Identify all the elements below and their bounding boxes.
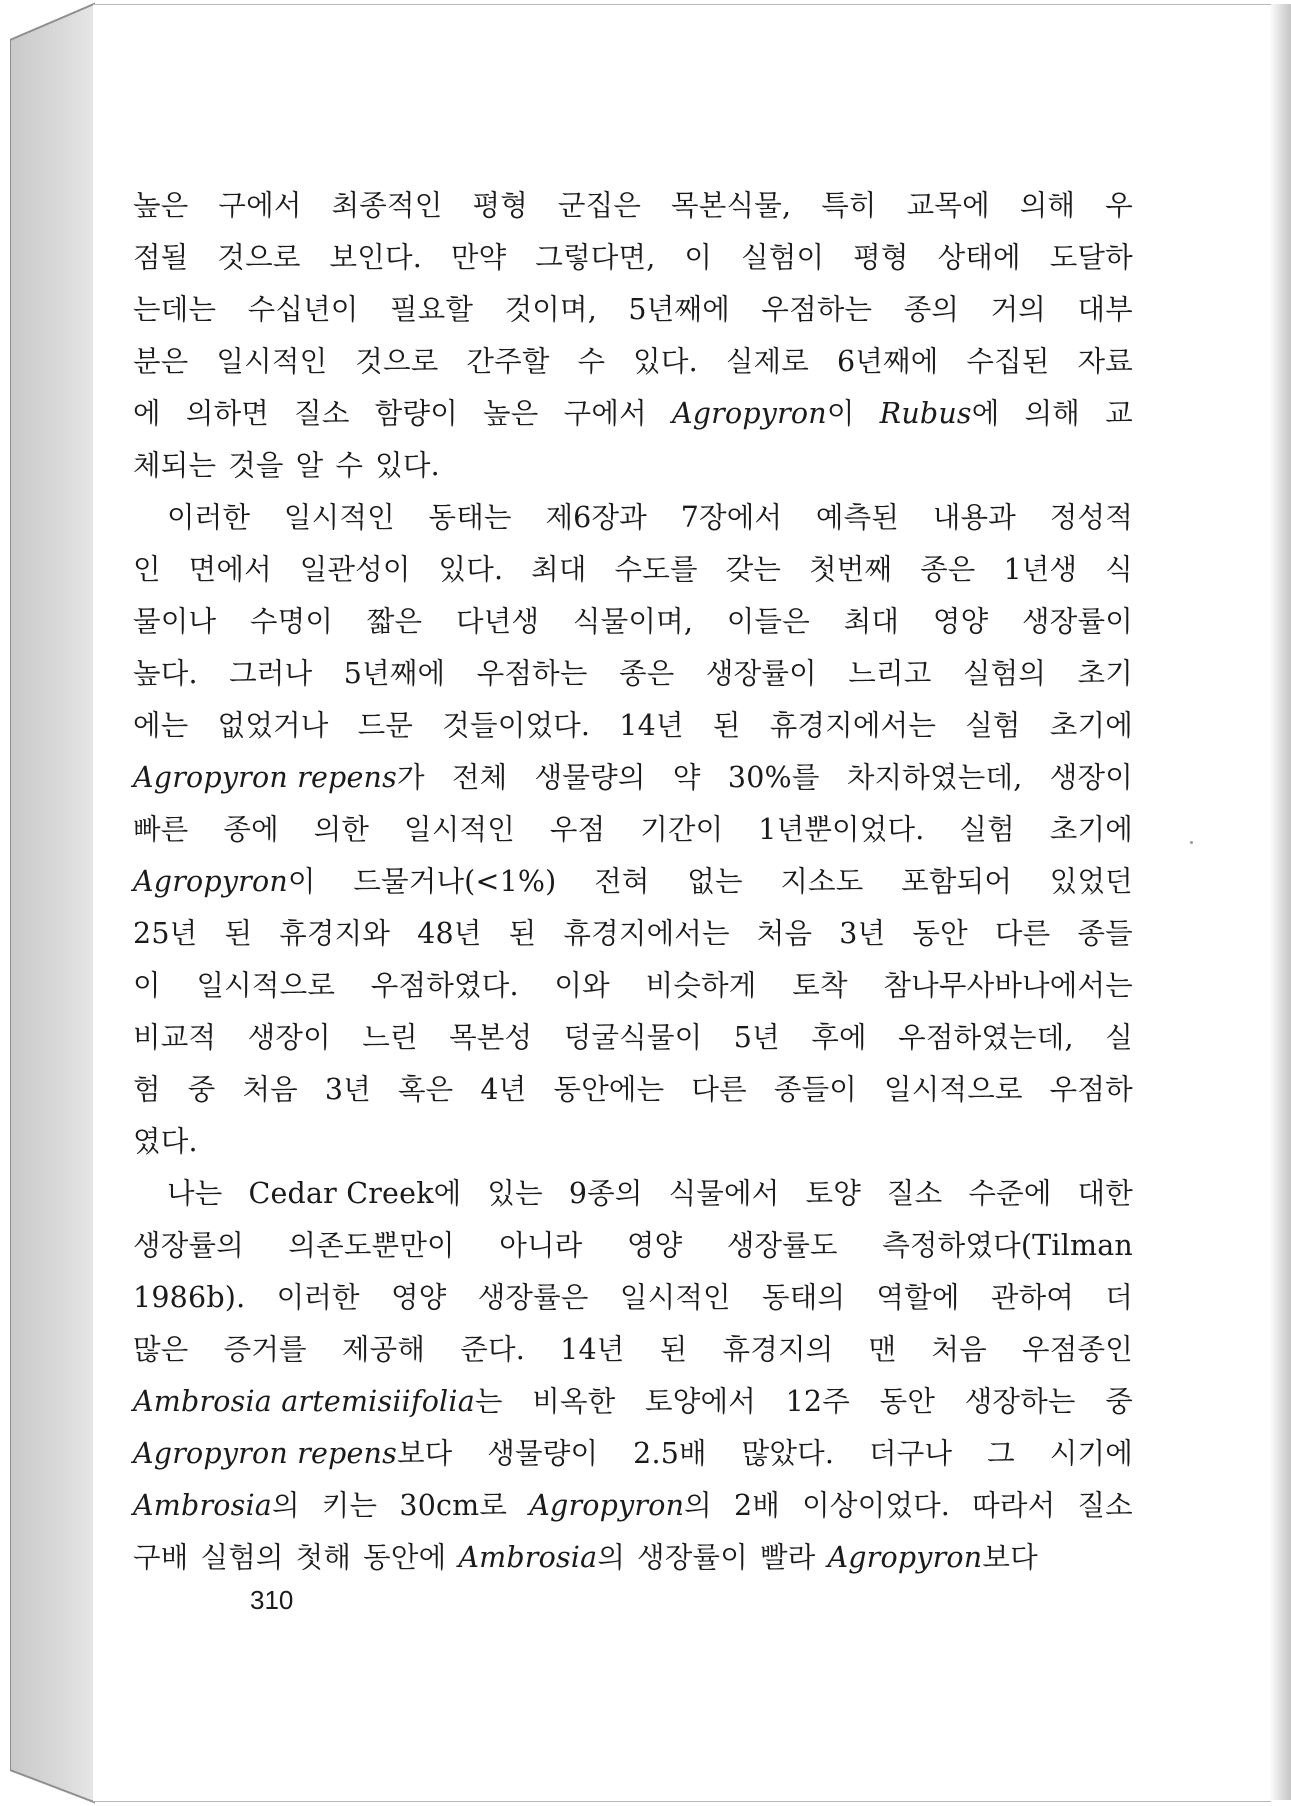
word: 최대 [843, 605, 900, 638]
word: 첫번째 [808, 553, 893, 586]
word: 비교적 [133, 1021, 217, 1054]
word: 첫해 [295, 1541, 352, 1574]
word: 휴경지에서는 [769, 709, 937, 742]
word: 실 [1105, 1021, 1133, 1054]
word: 물이나 [133, 605, 217, 638]
word: 우점하 [1049, 1073, 1133, 1106]
word: 전혀 [594, 865, 650, 898]
word: Ambrosia artemisiifolia는 [133, 1385, 503, 1418]
word: 측정하였다(Tilman [882, 1229, 1133, 1262]
word: 종에 [223, 813, 279, 846]
book-spine [10, 0, 96, 1806]
word: 제공해 [341, 1333, 426, 1366]
word: Agropyron이 [133, 865, 316, 898]
word: 수도를 [614, 553, 698, 586]
word: 중 [1105, 1385, 1133, 1418]
text-line [133, 700, 1133, 752]
word: 영양 [626, 1229, 683, 1262]
word: 것이며, [504, 293, 598, 326]
text-line [133, 1376, 1133, 1428]
text-line [133, 1428, 1133, 1480]
word: 것을 [228, 449, 284, 482]
text-line [133, 232, 1133, 284]
word: 우 [1105, 189, 1133, 222]
word: 2배 [733, 1489, 781, 1522]
word: 점될 [133, 241, 189, 274]
word: 의존도뿐만이 [288, 1229, 455, 1262]
word: 휴경지에서는 [563, 917, 730, 950]
text-line [133, 1168, 1133, 1220]
text-line [133, 596, 1133, 648]
word: 2.5배 [633, 1437, 707, 1470]
word: 초기에 [1049, 813, 1133, 846]
word: 혹은 [397, 1073, 454, 1106]
word: 이 [133, 969, 161, 1002]
word: 없는 [687, 865, 743, 898]
word: 휴경지의 [722, 1333, 834, 1366]
word: 맨 [868, 1333, 897, 1366]
word: 이 [684, 241, 713, 274]
word: 우점하는 [476, 657, 588, 690]
word: 토양 [805, 1177, 861, 1210]
word: 종의 [903, 293, 960, 326]
word: 에는 [133, 709, 189, 742]
word: 것으로 [217, 241, 301, 274]
word: 6년째에 [836, 345, 939, 378]
word: 구배 [133, 1541, 189, 1574]
text-line [133, 388, 1133, 440]
speck [1190, 841, 1193, 844]
word: 나는 [167, 1177, 223, 1210]
word: 14년 [560, 1333, 625, 1366]
word: 있다. [438, 553, 504, 586]
word: 분은 [133, 345, 189, 378]
text-line [133, 180, 1133, 232]
word: 있다. [633, 345, 698, 378]
word: 생장하는 [964, 1385, 1076, 1418]
word: 3년 [839, 917, 886, 950]
word: 교목에 [906, 189, 990, 222]
word: 덩굴식물이 [563, 1021, 703, 1054]
word: 최대 [531, 553, 587, 586]
word: 교 [1105, 397, 1133, 430]
word: 후에 [811, 1021, 867, 1054]
word: 일시적인 [216, 345, 328, 378]
word: 생장률이 [1022, 605, 1133, 638]
word: 이와 [554, 969, 610, 1002]
word: 예측된 [815, 501, 900, 534]
word: 우점하였는데, [898, 1021, 1074, 1054]
word: 간주할 [466, 345, 550, 378]
word: 생장이 [247, 1021, 331, 1054]
word: 대한 [1077, 1177, 1133, 1210]
word: 비슷하게 [645, 969, 757, 1002]
word: 체되는 [133, 449, 217, 482]
word: 기간이 [640, 813, 724, 846]
word: 준다. [460, 1333, 525, 1366]
word: 내용과 [932, 501, 1017, 534]
word: 것으로 [355, 345, 439, 378]
text-line [133, 804, 1133, 856]
text-line [133, 1480, 1133, 1532]
word: 동안 [912, 917, 968, 950]
word: 5년째에 [628, 293, 730, 326]
word: Rubus에 [879, 397, 1000, 430]
word: 역할에 [876, 1281, 960, 1314]
word: 일시적으로 [884, 1073, 1023, 1106]
word: 의한 [313, 813, 370, 846]
word: Agropyron repens보다 [133, 1437, 453, 1470]
paragraph [133, 1168, 1133, 1584]
word: 우점하는 [761, 293, 873, 326]
text-line [133, 336, 1133, 388]
word: 생장률이 [637, 1541, 748, 1574]
body-text [133, 180, 1133, 1584]
text-line [133, 908, 1133, 960]
word: 상태에 [937, 241, 1021, 274]
word: 높은 [133, 189, 189, 222]
text-line [133, 752, 1133, 804]
word: 4년 [480, 1073, 527, 1106]
word: 질소 [294, 397, 350, 430]
word: 높다. [133, 657, 198, 690]
word: 짧은 [366, 605, 423, 638]
word: 처음 [931, 1333, 987, 1366]
word: Ambrosia의 [133, 1489, 300, 1522]
word: 였다. [133, 1125, 198, 1158]
word: 없었거나 [217, 709, 329, 742]
word: 수십년이 [247, 293, 359, 326]
book-spine-shape [10, 0, 96, 1806]
word: 동태의 [762, 1281, 846, 1314]
text-line [133, 1116, 1133, 1168]
word: 우점하였다. [370, 969, 519, 1002]
word: 군집은 [557, 189, 642, 222]
word: 영양 [932, 605, 989, 638]
word: 된 [712, 709, 741, 742]
word: 일시적으로 [196, 969, 336, 1002]
text-line [133, 1064, 1133, 1116]
word: 생장이 [1049, 761, 1133, 794]
word: 느리고 [848, 657, 932, 690]
word: 실제로 [725, 345, 810, 378]
word: 따라서 [972, 1489, 1056, 1522]
word: 수 [335, 449, 364, 482]
word: 종들 [1077, 917, 1133, 950]
word: 다년생 [455, 605, 540, 638]
word: 식물이며, [572, 605, 694, 638]
word: 생장률도 [726, 1229, 838, 1262]
word: 거의 [990, 293, 1047, 326]
word: 느린 [362, 1021, 418, 1054]
word: 9종의 [568, 1177, 643, 1210]
word: 실험 [965, 709, 1021, 742]
word: 도달하 [1049, 241, 1133, 274]
page-edge-shadow [1269, 4, 1291, 1800]
text-line [133, 1324, 1133, 1376]
word: 영양 [391, 1281, 447, 1314]
word: 정성적 [1049, 501, 1133, 534]
word: 동안에 [363, 1541, 447, 1574]
word: Cedar Creek에 [248, 1177, 462, 1210]
word: Agropyron의 [529, 1489, 712, 1522]
word: 동태는 [428, 501, 512, 534]
word: 일관성이 [299, 553, 411, 586]
word: 일시적인 [619, 1281, 731, 1314]
word: 특히 [821, 189, 877, 222]
word: 시기에 [1049, 1437, 1133, 1470]
word: 빨라 [759, 1541, 816, 1574]
page-number: 310 [250, 1585, 294, 1615]
word: 는데는 [133, 293, 217, 326]
word: 생물량이 [487, 1437, 599, 1470]
word: 된 [508, 917, 537, 950]
word: 실험의 [200, 1541, 284, 1574]
word: 질소 [1077, 1489, 1133, 1522]
word: 증거를 [223, 1333, 307, 1366]
word: 높은 [483, 397, 539, 430]
text-line [133, 492, 1133, 544]
word: 아니라 [499, 1229, 583, 1262]
word: 동안 [879, 1385, 936, 1418]
word: 5년째에 [343, 657, 446, 690]
word: 관하여 [990, 1281, 1075, 1314]
word: Agropyron repens가 [133, 761, 425, 794]
word: 생장률은 [477, 1281, 589, 1314]
word: 빠른 [133, 813, 189, 846]
word: 드물거나(<1%) [353, 865, 557, 898]
word: 구에서 [218, 189, 302, 222]
word: 수집된 [966, 345, 1050, 378]
word: 다른 [691, 1073, 747, 1106]
word: 보인다. [329, 241, 422, 274]
word: 있는 [487, 1177, 543, 1210]
word: 생장률의 [133, 1229, 244, 1262]
word: 14년 [619, 709, 684, 742]
text-line [133, 960, 1133, 1012]
word: 동안에는 [553, 1073, 665, 1106]
word: 키는 [321, 1489, 378, 1522]
word: 있다. [375, 449, 440, 482]
word: 30cm로 [399, 1489, 508, 1522]
word: 이상이었다. [802, 1489, 951, 1522]
word: 일시적인 [283, 501, 395, 534]
word: 험 [133, 1073, 161, 1106]
text-line [133, 1272, 1133, 1324]
word: 토착 [792, 969, 848, 1002]
word: 더 [1105, 1281, 1133, 1314]
text-line [133, 856, 1133, 908]
word: 많은 [133, 1333, 189, 1366]
word: 목본식물, [671, 189, 792, 222]
word: 된 [224, 917, 253, 950]
word: 더구나 [869, 1437, 953, 1470]
word: 30%를 [727, 761, 820, 794]
word: 많았다. [741, 1437, 835, 1470]
word: 인 [133, 553, 161, 586]
word: 처음 [756, 917, 813, 950]
word: 있었던 [1049, 865, 1133, 898]
word: 포함되어 [901, 865, 1013, 898]
word: 면에서 [188, 553, 272, 586]
word: 초기 [1077, 657, 1133, 690]
word: 평형 [472, 189, 528, 222]
word: 종은 [920, 553, 976, 586]
word: 의해 [1024, 397, 1081, 430]
text-line [133, 440, 1133, 492]
text-line [133, 544, 1133, 596]
word: 약 [672, 761, 701, 794]
word: 전체 [451, 761, 508, 794]
word: 생물량의 [534, 761, 646, 794]
word: 실험의 [962, 657, 1047, 690]
word: 구에서 [563, 397, 647, 430]
word: 수명이 [249, 605, 334, 638]
word: 1년생 [1003, 553, 1078, 586]
word: 3년 [324, 1073, 371, 1106]
word: 평형 [853, 241, 909, 274]
word: 질소 [886, 1177, 943, 1210]
word: 이들은 [726, 605, 810, 638]
word: 최종적인 [331, 189, 443, 222]
word: 것들이었다. [442, 709, 591, 742]
word: 휴경지와 [279, 917, 391, 950]
text-line [133, 284, 1133, 336]
word: 그 [987, 1437, 1015, 1470]
word: 7장에서 [680, 501, 783, 534]
word: 만약 [450, 241, 507, 274]
word: Agropyron이 [671, 397, 855, 430]
word: 자료 [1077, 345, 1133, 378]
text-line [133, 1532, 1133, 1584]
word: 중 [187, 1073, 216, 1106]
word: 우점종인 [1022, 1333, 1133, 1366]
word: 차지하였는데, [846, 761, 1023, 794]
text-line [133, 648, 1133, 700]
word: 이러한 [167, 501, 251, 534]
word: 식 [1105, 553, 1133, 586]
word: 1년뿐이었다. [758, 813, 925, 846]
word: 5년 [733, 1021, 780, 1054]
word: 대부 [1077, 293, 1133, 326]
paragraph [133, 492, 1133, 1168]
word: 초기에 [1049, 709, 1133, 742]
text-line [133, 1220, 1133, 1272]
word: 생장률이 [705, 657, 817, 690]
word: 수준에 [968, 1177, 1052, 1210]
word: 25년 [133, 917, 198, 950]
word: 알 [295, 449, 324, 482]
word: Agropyron보다 [827, 1541, 1038, 1574]
word: 그러나 [229, 657, 313, 690]
word: 다른 [994, 917, 1051, 950]
word: 제6장과 [545, 501, 647, 534]
word: 된 [659, 1333, 688, 1366]
word: 식물에서 [668, 1177, 780, 1210]
word: 수 [577, 345, 606, 378]
word: 에 [133, 397, 161, 430]
word: 함량이 [374, 397, 458, 430]
word: 우점 [549, 813, 606, 846]
word: 목본성 [449, 1021, 533, 1054]
word: 의해 [1019, 189, 1076, 222]
word: 참나무사바나에서는 [883, 969, 1133, 1002]
word: 토양에서 [645, 1385, 756, 1418]
word: 실험 [959, 813, 1015, 846]
word: 48년 [417, 917, 482, 950]
word: 실험이 [741, 241, 825, 274]
word: 그렇다면, [535, 241, 656, 274]
word: 필요할 [389, 293, 474, 326]
word: 의하면 [185, 397, 270, 430]
text-line [133, 1012, 1133, 1064]
word: 지소도 [780, 865, 864, 898]
word: 1986b). [133, 1281, 246, 1314]
word: Ambrosia의 [458, 1541, 626, 1574]
word: 이러한 [276, 1281, 360, 1314]
paragraph [133, 180, 1133, 492]
word: 처음 [242, 1073, 298, 1106]
word: 드문 [357, 709, 414, 742]
word: 일시적인 [404, 813, 515, 846]
word: 갖는 [725, 553, 782, 586]
word: 종은 [619, 657, 675, 690]
word: 종들이 [773, 1073, 858, 1106]
word: 비옥한 [532, 1385, 616, 1418]
word: 12주 [785, 1385, 850, 1418]
